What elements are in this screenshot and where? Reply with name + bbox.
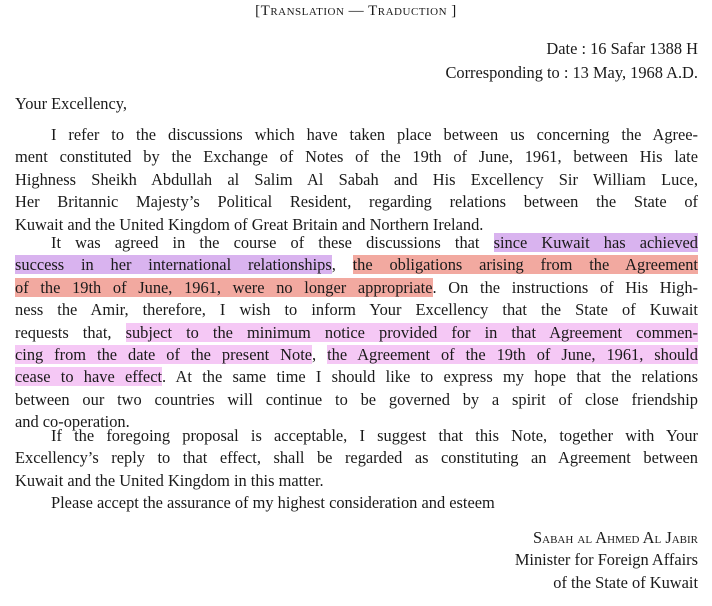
text-line	[15, 232, 698, 254]
text-line	[15, 344, 698, 366]
closing-line: Please accept the assurance of my highest consideration and esteem	[51, 493, 495, 512]
header-text: [Translation — Traduction ]	[255, 3, 457, 19]
text-line: Her Britannic Majesty’s Political Resident, regarding relations between the State of	[15, 192, 698, 212]
salutation: Your Excellency,	[15, 94, 127, 113]
highlight-pink: the Agreement of the 19th of June, 1961, should	[327, 345, 698, 365]
text-line	[15, 322, 698, 344]
signatory-title: of the State of Kuwait	[553, 572, 698, 592]
text-segment: requests that,	[15, 322, 126, 342]
text-line: Highness Sheikh Abdullah al Salim Al Sabah and His Excellency Sir William Luce,	[15, 169, 698, 189]
text-line: and co-operation.	[15, 412, 130, 432]
text-segment: . On the instructions of His High-	[432, 277, 699, 297]
paragraph-2	[15, 232, 698, 434]
text-segment: ,	[312, 345, 328, 365]
text-line	[15, 254, 698, 276]
date-block	[445, 37, 698, 85]
text-line: If the foregoing proposal is acceptable, I suggest that this Note, together with Your	[51, 426, 698, 445]
text-line: Kuwait and the United Kingdom in this matter.	[15, 470, 324, 490]
highlight-purple: success in her international relationships	[15, 255, 332, 275]
signatory-title: Minister for Foreign Affairs	[514, 550, 698, 570]
highlight-pink: subject to the minimum notice provided for in that Agreement commen-	[125, 322, 698, 342]
text-line: Kuwait and the United Kingdom of Great Britain and Northern Ireland.	[15, 214, 484, 234]
highlight-pink: cing from the date of the present Note	[15, 345, 313, 365]
highlight-purple: since Kuwait has achieved	[493, 233, 698, 252]
signature-block	[515, 527, 698, 594]
text-line: ment constituted by the Exchange of Notes of the 19th of June, 1961, between His late	[15, 147, 698, 167]
corresponding-date-line: Corresponding to : 13 May, 1968 A.D.	[445, 63, 698, 82]
highlight-pink: cease to have effect	[15, 367, 163, 387]
paragraph-3	[15, 425, 698, 492]
text-line: ness the Amir, therefore, I wish to inform Your Excellency that the State of Kuwait	[15, 300, 698, 320]
text-segment: It was agreed in the course of these discussions that	[51, 233, 494, 252]
text-line	[15, 366, 698, 388]
paragraph-1	[15, 124, 698, 236]
text-line	[15, 277, 698, 299]
highlight-salmon: of the 19th of June, 1961, were no longer appropriate	[15, 277, 433, 297]
paragraph-4	[15, 492, 698, 514]
highlight-salmon: the obligations arising from the Agreement	[352, 255, 698, 275]
text-segment: ,	[331, 255, 353, 275]
text-line: I refer to the discussions which have taken place between us concerning the Agree-	[51, 125, 698, 144]
signatory-name: Sabah al Ahmed Al Jabir	[533, 528, 698, 547]
text-line: Excellency’s reply to that effect, shall be regarded as constituting an Agreement between	[15, 448, 698, 468]
document-header	[0, 3, 712, 20]
text-segment: . At the same time I should like to express my hope that the relations	[162, 367, 698, 387]
date-line: Date : 16 Safar 1388 H	[546, 39, 698, 58]
text-line: between our two countries will continue to be governed by a spirit of close friendship	[15, 389, 698, 409]
